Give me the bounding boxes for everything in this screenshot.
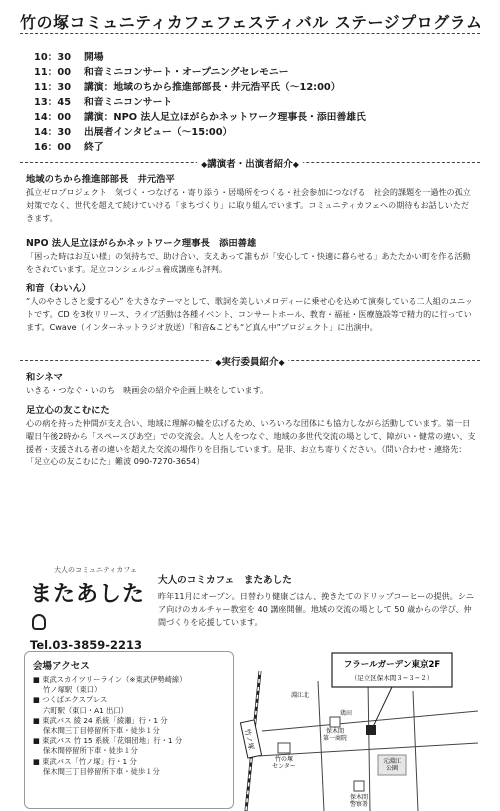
venue-name: フラールガーデン東京2F: [343, 660, 441, 670]
schedule-row: [34, 139, 474, 154]
access-lines: [33, 675, 225, 777]
access-detail: 保木間停留所下車・徒歩１分: [43, 746, 138, 756]
speakers-heading-text: 講演者・出演者紹介: [207, 159, 293, 170]
schedule-time: 11：30: [34, 81, 72, 93]
schedule-time: 13：45: [34, 96, 72, 108]
committee-name: 足立心の友こむにた: [26, 405, 110, 416]
schedule-time: 14：00: [34, 111, 72, 123]
speaker-name: 和音（わいん）: [26, 283, 92, 294]
police-marker: [354, 781, 364, 791]
committee-description: いきる・つなぐ・いのち 映画会の紹介や企画上映をしています。: [26, 385, 269, 395]
schedule-time: 16：00: [34, 142, 72, 154]
schedule-item: 終了: [84, 142, 104, 154]
star-icon: ◆: [201, 160, 208, 169]
access-route: ■ 東武バス「竹ノ塚」行・1 分: [33, 756, 137, 766]
access-box: [24, 651, 234, 809]
shrine-label: 鶏田: [339, 710, 353, 717]
schedule-row: [34, 48, 474, 63]
committee-profile: [26, 371, 476, 397]
access-detail: 保木間三丁目停留所下車・徒歩１分: [43, 766, 160, 776]
cafe-info: [158, 572, 478, 629]
logo-tagline: 大人のコミュニティカフェ: [54, 566, 137, 574]
access-route: ■ 東武スカイツリーライン（※東武伊勢崎線）: [33, 675, 187, 684]
access-route: ■ 東武バス 綾 24 系統「綾瀬」行・1 分: [33, 715, 168, 725]
committee-name: 和シネマ: [26, 372, 63, 383]
speakers-section-heading: [20, 156, 480, 168]
park-label: 元淵江公園: [382, 758, 402, 772]
access-heading: 会場アクセス: [33, 661, 90, 672]
police-label: 保木間警察署: [349, 794, 369, 808]
star-icon: ◆: [278, 358, 285, 367]
schedule-item: 和音ミニコンサート・オープニングセレモニー: [84, 66, 289, 78]
cafe-description: 昨年11月にオープン。日替わり健康ごはん、挽きたてのドリップコーヒーの提供。シニア向けのカルチャー教室を 40 講座開催。地域の交流の場として 50 歳からの学び、仲間づくりを応援しています。: [158, 591, 474, 627]
schedule-item: 和音ミニコンサート: [84, 96, 173, 108]
star-icon: ◆: [292, 160, 299, 169]
schedule-item: 講演：地域のちから推進部部長・井元浩平氏（〜12:00）: [84, 81, 341, 93]
schedule-row: [34, 108, 474, 123]
schedule-row: [34, 78, 474, 93]
schedule-item: 講演：NPO 法人足立ほがらかネットワーク理事長・添田善雄氏: [84, 111, 366, 123]
phone-number: Tel.03-3859-2213: [30, 638, 142, 652]
center-label: 竹の塚センター: [272, 756, 296, 770]
schedule-item: 出展者インタビュー（〜15:00）: [84, 127, 233, 139]
section-title: [197, 156, 303, 170]
title-divider: [20, 33, 480, 34]
junior-label: 淵江北: [290, 692, 310, 699]
schedule-row: [34, 123, 474, 138]
school-marker: [330, 717, 340, 727]
stage-schedule: [34, 48, 474, 154]
speaker-description: 「困った時はお互い様」の気持ちで、助け合い、支えあって誰もが「安心して・快適に暮らせる」あたたかい町を作る活動をされています。足立コンシェルジュ養成講座も評判。: [26, 251, 471, 274]
access-route: ■ つくばエクスプレス: [33, 695, 108, 705]
schedule-time: 10：30: [34, 51, 72, 63]
access-route: ■ 東武バス 竹 15 系統「花畑団地」行・1 分: [33, 736, 183, 746]
speaker-profile: [26, 282, 476, 333]
logo-name-text: またあした: [30, 581, 146, 607]
cafe-title: 大人のコミカフェ またあした: [158, 575, 292, 586]
waving-hand-icon: [32, 614, 46, 630]
center-marker: [278, 743, 290, 753]
school-label: 保木間第一商院: [322, 728, 348, 742]
schedule-row: [34, 63, 474, 78]
star-icon: ◆: [215, 358, 222, 367]
access-detail: 保木間三丁目停留所下車・徒歩１分: [43, 726, 160, 736]
access-detail: 六町駅（東口・A1 出口）: [43, 705, 128, 715]
venue-map: [238, 651, 478, 811]
page-title: 竹の塚コミュニティカフェフェスティバル ステージプログラム: [20, 13, 483, 32]
speaker-description: 孤立ゼロプロジェクト 気づく・つなげる・寄り添う・居場所をつくる・社会参加につなげる 社会的課題を一過性の孤立対策でなく、世代を超えて続けていける「まちづくり」に取り組んでいます。コミュニティカフェへの期待もお話しいただきます。: [26, 187, 471, 223]
schedule-time: 14：30: [34, 127, 72, 139]
section-title: [211, 354, 288, 368]
schedule-row: [34, 93, 474, 108]
speaker-profile: [26, 237, 476, 276]
station-label: 竹ノ塚: [242, 728, 256, 751]
speaker-description: “人のやさしさと愛する心” を大きなテーマとして、歌詞を美しいメロディーに乗せ心を込めて演奏している二人組のユニットです。CD を3枚リリース、ライブ活動は各種イベント、コンサートホール、教育・福祉・医療施設等で精力的に行っています。Cwave（インターネットラジオ放送）「和音&こども“ど真ん中”プロジェクト」に出演中。: [26, 296, 473, 332]
access-detail: 竹ノ塚駅（東口）: [43, 685, 102, 695]
committee-description: 心の病を持った仲間が支え合い、地域に理解の輪を広げるため、いろいろな団体にも協力しながら活動しています。第一日曜日午後2時から「スペースぴあ空」での交流会。人と人をつなぐ、地域の多世代交流の場として、障がい・健常の違い、支援者・支援される者の違いを超えた交流の場作りを目指しています。是非、お立ち寄りください。（問い合わせ・連絡先：「足立心の友こむにた」難波 090-7270-3654）: [26, 418, 476, 467]
schedule-time: 11：00: [34, 66, 72, 78]
committee-profile: [26, 404, 476, 468]
venue-address: （足立区保木間３−３−２）: [350, 674, 434, 682]
logo-name: [30, 577, 150, 634]
committee-section-heading: [20, 354, 480, 366]
speaker-name: NPO 法人足立ほがらかネットワーク理事長 添田善雄: [26, 238, 257, 249]
speaker-profile: [26, 173, 476, 224]
venue-marker: [366, 725, 376, 735]
schedule-item: 開場: [84, 51, 104, 63]
committee-heading-text: 実行委員紹介: [221, 357, 279, 368]
speaker-name: 地域のちから推進部部長 井元浩平: [26, 174, 175, 185]
cafe-logo: [30, 565, 150, 652]
